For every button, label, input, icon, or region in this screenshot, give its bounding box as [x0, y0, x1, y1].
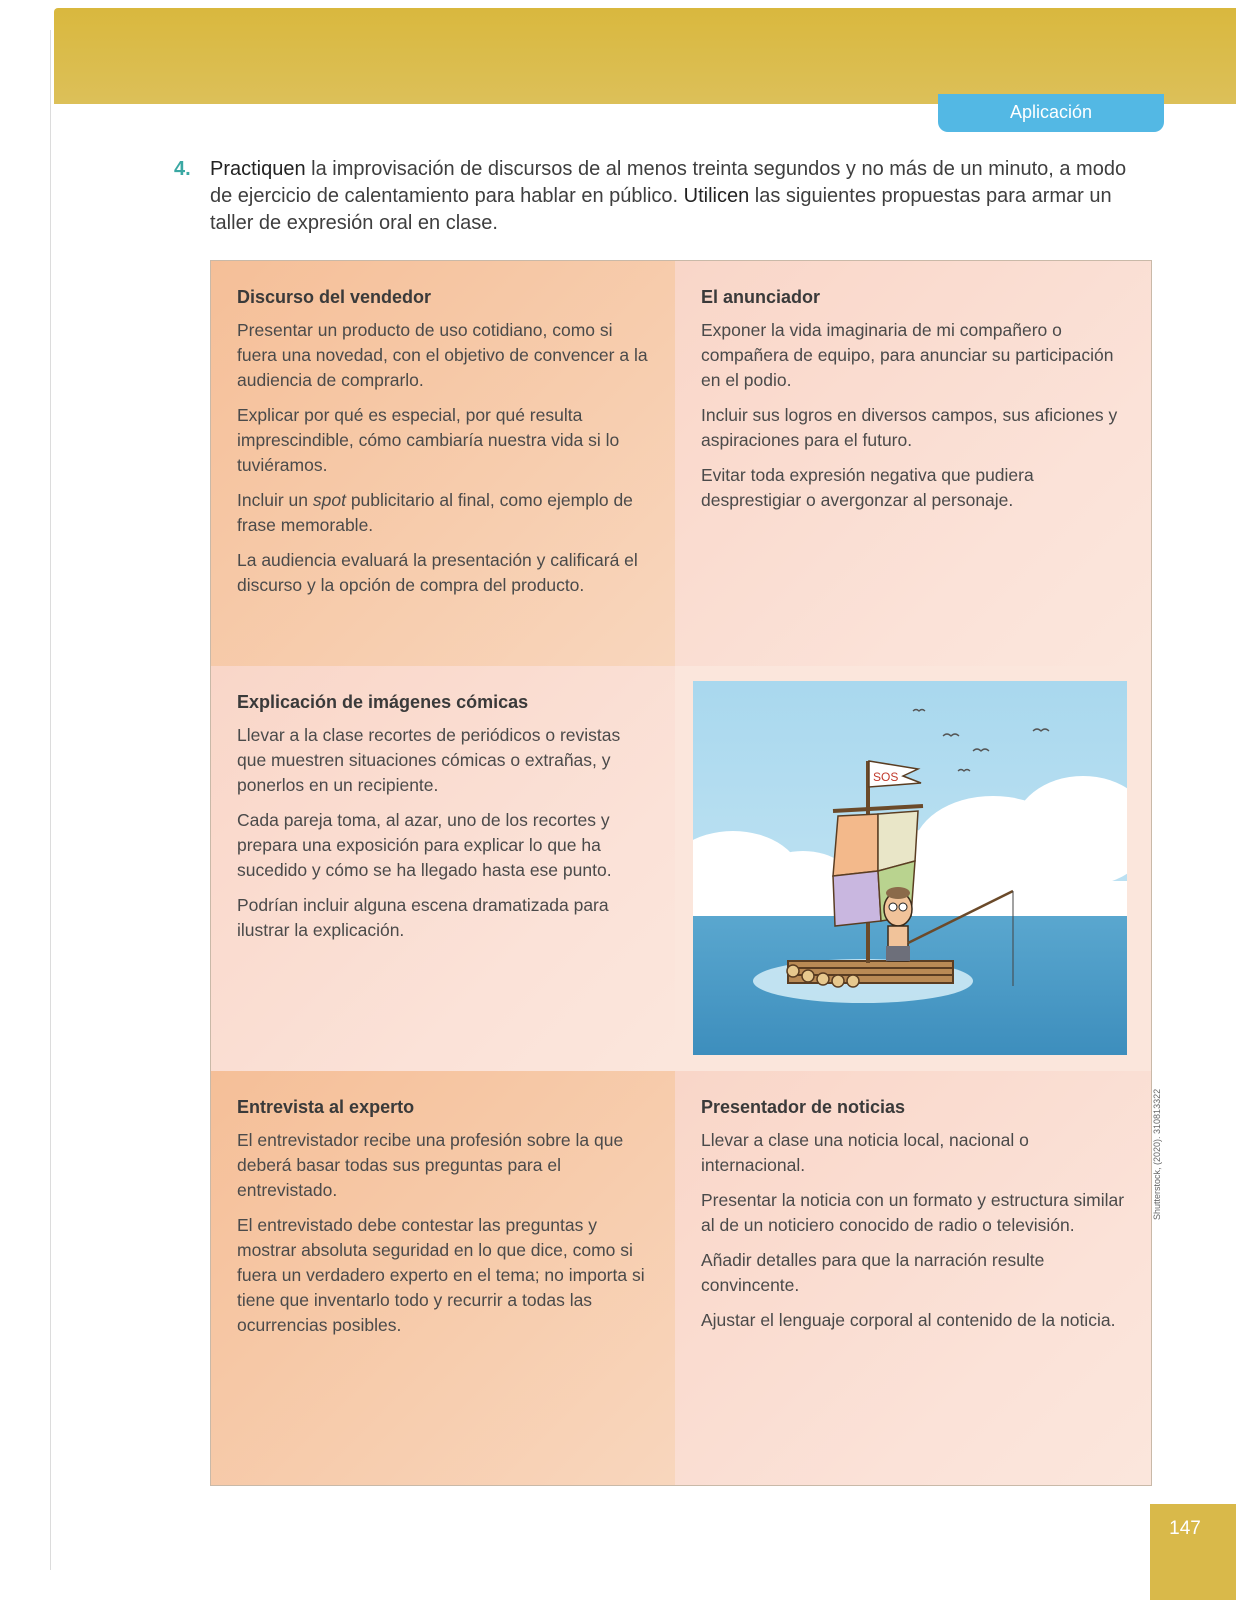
card-paragraph: El entrevistado debe contestar las preguntas y mostrar absoluta seguridad en lo que dice, como si fuera un verdadero experto en el tema; no importa si tiene que inventarlo todo y recurrir a todas las ocurrencias posibles. — [237, 1215, 645, 1335]
card-title: Explicación de imágenes cómicas — [237, 692, 529, 712]
card-paragraph: Exponer la vida imaginaria de mi compañero o compañera de equipo, para anunciar su participación en el podio. — [701, 320, 1114, 390]
card-paragraph: Ajustar el lenguaje corporal al contenido de la noticia. — [701, 1310, 1116, 1330]
card-paragraph: Incluir sus logros en diversos campos, sus aficiones y aspiraciones para el futuro. — [701, 405, 1118, 450]
card-paragraph: Evitar toda expresión negativa que pudiera desprestigiar o avergonzar al personaje. — [701, 465, 1034, 510]
text-run: Incluir un — [237, 490, 313, 510]
card-title: Discurso del vendedor — [237, 287, 432, 307]
instruction-text — [210, 156, 1144, 237]
card-paragraph: Presentar un producto de uso cotidiano, como si fuera una novedad, con el objetivo de convencer a la audiencia de comprarlo. — [237, 320, 648, 390]
castaway-raft-illustration — [693, 681, 1127, 1055]
card-title: Entrevista al experto — [237, 1097, 415, 1117]
page-number: 147 — [1169, 1518, 1201, 1539]
card-imagenes-comicas — [211, 666, 675, 1071]
card-paragraph: Llevar a clase una noticia local, nacional o internacional. — [701, 1130, 1029, 1175]
text-run: publicitario al final, como ejemplo de frase memorable. — [237, 490, 633, 535]
card-title: Presentador de noticias — [701, 1097, 906, 1117]
card-paragraph: La audiencia evaluará la presentación y calificará el discurso y la opción de compra del producto. — [237, 550, 638, 595]
card-paragraph: Cada pareja toma, al azar, uno de los recortes y prepara una exposición para explicar lo que ha sucedido y cómo se ha llegado hasta ese punto. — [237, 810, 612, 880]
card-presentador-noticias — [675, 1071, 1151, 1485]
activity-instruction — [174, 156, 1144, 237]
instruction-part-1: la improvisación de discursos de al menos treinta segundos y no más de un minuto, a modo de ejercicio de calentamiento para hablar en público. — [210, 158, 1127, 207]
card-paragraph: Llevar a la clase recortes de periódicos o revistas que muestren situaciones cómicas o extrañas, y ponerlos en un recipiente. — [237, 725, 621, 795]
svg-text:SOS: SOS — [873, 770, 899, 784]
card-paragraph — [237, 488, 649, 538]
card-paragraph: Podrían incluir alguna escena dramatizada para ilustrar la explicación. — [237, 895, 609, 940]
image-credit: Shutterstock, (2020). 310813322 — [1152, 1088, 1162, 1220]
card-paragraph: Presentar la noticia con un formato y estructura similar al de un noticiero conocido de radio o televisión. — [701, 1190, 1125, 1235]
instruction-part-2: las siguientes propuestas para armar un taller de expresión oral en clase. — [210, 185, 1112, 234]
card-discurso-vendedor — [211, 261, 675, 666]
page-margin-line — [50, 30, 51, 1570]
section-tab: Aplicación — [938, 94, 1164, 132]
card-el-anunciador — [675, 261, 1151, 666]
card-paragraph: Añadir detalles para que la narración resulte convincente. — [701, 1250, 1045, 1295]
header-band — [54, 8, 1236, 104]
proposals-grid — [210, 260, 1152, 1486]
card-title: El anunciador — [701, 287, 821, 307]
lead-verb-practiquen: Practiquen — [210, 158, 306, 180]
card-entrevista-experto — [211, 1071, 675, 1485]
activity-number: 4. — [174, 158, 191, 180]
card-paragraph: Explicar por qué es especial, por qué resulta imprescindible, cómo cambiaría nuestra vida si lo tuviéramos. — [237, 405, 620, 475]
lead-verb-utilicen: Utilicen — [683, 185, 750, 207]
page-number-box — [1150, 1504, 1236, 1600]
spot-term: spot — [312, 490, 346, 510]
card-paragraph: El entrevistador recibe una profesión sobre la que deberá basar todas sus preguntas para el entrevistado. — [237, 1130, 624, 1200]
